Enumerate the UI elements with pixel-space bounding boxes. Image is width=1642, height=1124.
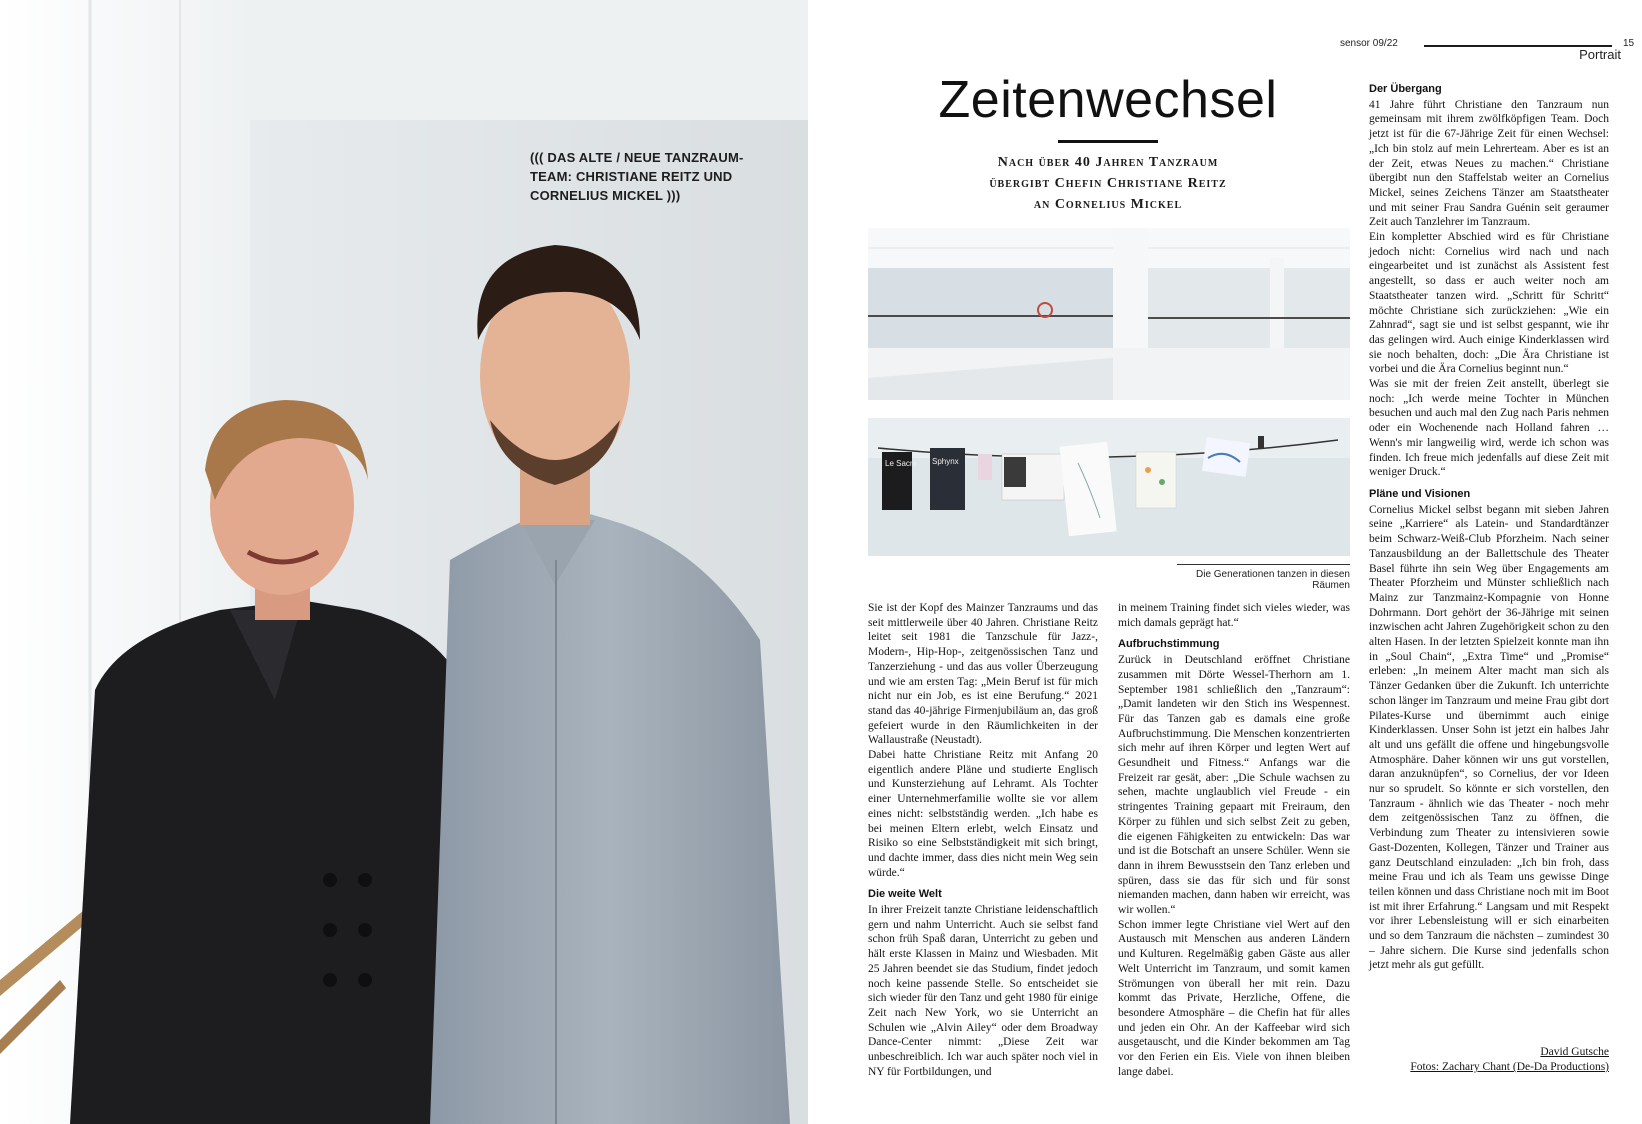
paragraph: 41 Jahre führt Christiane den Tanzraum nun gemeinsam mit ihrem zwölfköpfigen Team. Doch jetzt ist für die 67-Jährige Zeit für einen Wechsel: „Ich bin stolz auf mein Lehrerteam. Aber es ist an der Zeit, etwas Neues zu machen.“ Christiane übergibt nun den Staffelstab weiter an Cornelius Mickel, seines Zeichens Tänzer am Staatstheater und mit seiner Frau Sandra Guénin seit geraumer Zeit auch Tanzlehrer im Tanzraum. <box>1369 98 1609 229</box>
article-subhead <box>868 152 1348 215</box>
section-heading: Pläne und Visionen <box>1369 487 1471 500</box>
article-headline: Zeitenwechsel <box>938 71 1278 129</box>
text-column-3 <box>1369 82 1609 973</box>
posters-clothesline-photo <box>868 418 1350 556</box>
poster-title: Sphynx <box>932 457 959 466</box>
text-column-1 <box>868 601 1098 1080</box>
dance-studio-photo <box>868 228 1350 400</box>
section-heading: Aufbruchstimmung <box>1118 638 1220 651</box>
author-name: David Gutsche <box>1540 1046 1609 1058</box>
paragraph: in meinem Training findet sich vieles wieder, was mich damals geprägt hat.“ <box>1118 602 1350 629</box>
photo-credit: Fotos: Zachary Chant (De-Da Productions) <box>1410 1061 1609 1073</box>
page-gutter <box>808 0 828 1124</box>
paragraph: In ihrer Freizeit tanzte Christiane leidenschaftlich gern und nahm Unterricht. Auch sie selbst fand schon früh Spaß daran, Unterricht zu geben und hält erste Klassen in Mainz und Wiesbaden. Mit 25 Jahren beendet sie das Studium, findet jedoch noch keine passende Stelle. So entscheidet sie sich wieder für den Tanz und geht 1980 für einige Zeit nach New York, wo sie Unterricht an Schulen wie „Alvin Ailey“ oder dem Broadway Dance-Center nimmt: „Diese Zeit war unbeschreiblich. Ich war auch später noch viel in NY für Fortbildungen, und <box>868 904 1098 1078</box>
caption-rule <box>1177 564 1350 565</box>
text-column-2 <box>1118 601 1350 1080</box>
article-page <box>828 0 1642 1124</box>
magazine-issue: sensor 09/22 <box>1340 38 1398 49</box>
paragraph: Cornelius Mickel selbst begann mit sieben Jahren seine „Karriere“ als Latein- und Standardtänzer beim Schwarz-Weiß-Club Pforzheim. Nach seiner Tanzausbildung an der Ballettschule des Theater Basel führte ihn sein Weg über Engagements am Theater Pforzheim und Münster schließlich nach Mainz zur Tanzmainz-Kompagnie von Honne Dohrmann. Dort gehört der 36-Jährige mit seinen inzwischen acht Jahren Zugehörigkeit schon zu den alten Hasen. In der letzten Spielzeit konnte man ihn in „Soul Chain“, „Extra Time“ und „Promise“ erleben: „In meinem Alter macht man sich als Tänzer Gedanken über die Zukunft. Ich unterrichte schon länger im Tanzraum und meine Frau gibt dort Pilates-Kurse und übernimmt auch einige Kinderklassen. Unser Sohn ist jetzt ein halbes Jahr alt und uns gefällt die offene und hingebungsvolle Atmosphäre. Daher können wir uns gut vorstellen, daran anzuknüpfen“, so Cornelius, der vor Ideen nur so sprudelt. So könnte er sich vorstellen, den Tanzraum - ähnlich wie das Theater - noch mehr dem zeitgenössischen Tanz zu öffnen, die Verbindung zum Theater zu intensivieren sowie Gast-Dozenten, Kollegen, Tänzer und Trainer aus ganz Deutschland einzuladen: „Ich bin froh, dass meine Frau und ich als Team uns gewisse Dinge teilen können und dass Christiane noch mit im Boot ist mit ihrer Erfahrung.“ Langsam und mit Respekt vor ihrer Lebensleistung will er sich einarbeiten und so dem Tanzraum die nächsten – zumindest 30 – Jahre sichern. Die Kurse sind jedenfalls schon jetzt mehr als gut gefüllt. <box>1369 503 1609 972</box>
paragraph: Dabei hatte Christiane Reitz mit Anfang 20 eigentlich andere Pläne und studierte Englisch und Kunsterziehung auf Lehramt. Als Tochter einer Unternehmerfamilie wollte sie vor allem eines nicht: selbstständig werden. „Ich habe es bei meinen Eltern erlebt, welch Einsatz und Risiko so eine Selbstständigkeit mit sich bringt, und dachte immer, dass dies nicht mein Weg sein würde.“ <box>868 749 1098 879</box>
section-heading: Der Übergang <box>1369 83 1442 95</box>
subhead-line: übergibt Chefin Christiane Reitz <box>989 176 1227 191</box>
paragraph: Sie ist der Kopf des Mainzer Tanzraums und das seit mittlerweile über 40 Jahren. Christiane Reitz leitet seit 1981 die Tanzschule für Jazz-, Modern-, Hip-Hop-, zeitgenössischen Tanz und Tanzerziehung - und das aus voller Überzeugung und wie am ersten Tag: „Mein Beruf ist für mich nicht nur ein Job, es ist eine Berufung.“ 2021 stand das 40-jährige Firmenjubiläum an, das groß gefeiert wurde in den Räumlichkeiten in der Wallaustraße (Neustadt). <box>868 602 1098 747</box>
subhead-line: an Cornelius Mickel <box>1033 197 1183 212</box>
portrait-photo-page <box>0 0 808 1124</box>
paragraph: Was sie mit der freien Zeit anstellt, überlegt sie noch: „Ich werde meine Tochter in München besuchen und auch mal den Zug nach Paris nehmen oder ein Wochenende nach Holland fahren … Wenn's mir langweilig wird, werde ich schon was finden. Ich freue mich jedenfalls auf diese Zeit mit weniger Druck.“ <box>1369 378 1609 479</box>
headline-rule <box>1058 140 1158 143</box>
section-heading: Die weite Welt <box>868 888 942 901</box>
page-number: 15 <box>1623 38 1635 49</box>
poster-title: Le Sacre <box>885 459 918 468</box>
paragraph: Zurück in Deutschland eröffnet Christiane zusammen mit Dörte Wessel-Therhorn am 1. September 1981 schließlich den „Tanzraum“: „Damit landeten wir den Stich ins Wespennest. Für das Tanzen gab es damals eine große Aufbruchstimmung. Die Menschen konzentrierten sich mehr auf ihren Körper und legten Wert auf Gesundheit und Fitness.“ Anfangs war die Freizeit rar gesät, aber: „Die Schule wachsen zu sehen, machte unglaublich viel Freude - ein stringentes Training gepaart mit Freiraum, den Körper zu fühlen und sich selbst Zeit zu geben, die eigenen Fähigkeiten zu entwickeln: Das war und ist die Botschaft an unsere Schüler. Wenn sie dann in ihrem Bewusstsein den Tanz erleben und spüren, dass sie das für sich und für sonst niemanden machen, dann haben wir erreicht, was wir wollen.“ <box>1118 654 1350 917</box>
subhead-line: Nach über 40 Jahren Tanzraum <box>997 155 1219 170</box>
byline <box>1369 1045 1609 1075</box>
paragraph: Ein kompletter Abschied wird es für Christiane jedoch nicht: Cornelius wird nach und nach eingearbeitet und ist zunächst als Assistent fest angestellt, so dass er auch weiter noch am Staatstheater tanzen wird. „Schritt für Schritt“ möchte Christiane sich zurückziehen: „Wie ein Zahnrad“, sagt sie und ist selbst gespannt, wie ihr das gelingen wird. Auch einige Kinderklassen wird sie noch behalten, doch: „Die Ära Christiane ist vorbei und die Ära Cornelius beginnt nun.“ <box>1369 231 1609 376</box>
image-caption: Die Generationen tanzen in diesen Räumen <box>1196 569 1350 591</box>
paragraph: Schon immer legte Christiane viel Wert auf den Austausch mit Menschen aus anderen Ländern und Kulturen. Regelmäßig gaben Gäste aus aller Welt Unterricht im Tanzraum, und somit kamen Strömungen von überall her mit rein. Dazu kommt das Private, Herzliche, Offene, die besondere Atmosphäre – die Chefin hat für alles und jeden ein Ohr. An der Kaffeebar wird sich ausgetauscht, und die Kinder bekommen am Tag vor den Ferien ein Eis. Viele von ihnen bleiben lange dabei. <box>1118 918 1350 1078</box>
photo-caption: ((( DAS ALTE / NEUE TANZRAUM-TEAM: CHRISTIANE REITZ UND CORNELIUS MICKEL ))) <box>530 150 744 203</box>
section-label: Portrait <box>1579 47 1621 62</box>
